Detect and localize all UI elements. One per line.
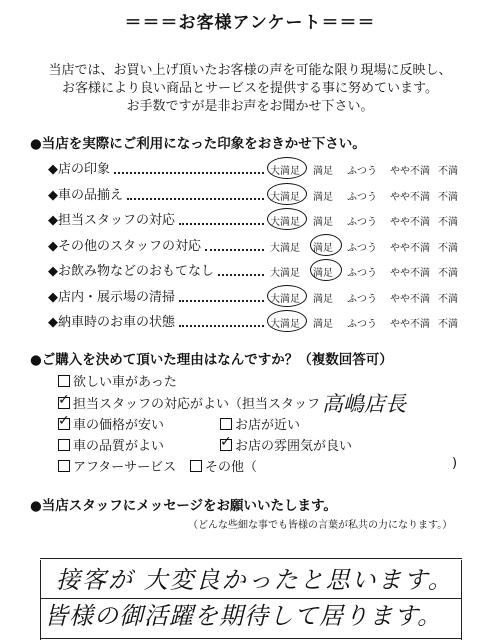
rating-row-label: ◆店内・展示場の清掃 [48, 289, 175, 305]
reason-atmosphere-label: お店の雰囲気が良い [235, 439, 353, 454]
intro-line-1: 当店では、お買い上げ頂いたお客様の声を可能な限り現場に反映し、 [48, 63, 452, 78]
reason-quality-label: 車の品質がよい [73, 439, 165, 454]
intro-line-3: お手数ですが是非お声をお聞かせ下さい。 [126, 99, 374, 114]
checkbox-near[interactable] [220, 418, 232, 430]
rating-option[interactable]: 満足 [313, 268, 333, 279]
q3-heading: ●当店スタッフにメッセージをお願いいたします。 [30, 498, 337, 514]
rating-option[interactable]: やや不満 [390, 191, 430, 203]
rating-option[interactable]: 大満足 [270, 293, 300, 305]
rating-option[interactable]: 不満 [438, 293, 458, 305]
rating-option[interactable]: 不満 [438, 319, 458, 330]
message-line-top [40, 558, 462, 559]
reason-want-car-label: 欲しい車があった [73, 375, 177, 390]
checkbox-quality[interactable] [58, 439, 70, 451]
rating-option[interactable]: 不満 [438, 242, 458, 254]
selected-rating-circle [267, 208, 307, 230]
selected-rating-circle [267, 183, 307, 205]
rating-row-label: ◆その他のスタッフの対応 [48, 238, 201, 254]
reason-after-service-label: アフターサービス [73, 460, 177, 475]
checkbox-staff[interactable] [58, 397, 70, 409]
checkbox-atmosphere[interactable] [220, 439, 232, 451]
rating-row-label: ◆担当スタッフの対応 [48, 213, 175, 228]
rating-option[interactable]: ふつう [347, 166, 377, 177]
rating-option[interactable]: やや不満 [390, 319, 430, 330]
survey-title: ＝＝＝お客様アンケート＝＝＝ [124, 13, 376, 33]
reason-near-label: お店が近い [235, 418, 301, 433]
selected-rating-circle [267, 310, 307, 332]
rating-option[interactable]: やや不満 [390, 217, 430, 228]
leader-dots [179, 300, 264, 302]
rating-option[interactable]: やや不満 [390, 268, 430, 279]
rating-row-label: ◆車の品揃え [48, 187, 123, 203]
rating-option[interactable]: 満足 [313, 166, 333, 177]
rating-option[interactable]: 大満足 [270, 319, 300, 330]
selected-rating-circle [267, 157, 307, 179]
reason-staff[interactable] [58, 393, 320, 412]
reason-price-label: 車の価格が安い [73, 418, 165, 433]
rating-row-label: ◆店の印象 [48, 162, 110, 177]
rating-option[interactable]: ふつう [347, 191, 377, 203]
rating-row-label: ◆納車時のお車の状態 [48, 315, 175, 330]
leader-dots [179, 223, 264, 225]
reason-atmosphere[interactable] [220, 435, 352, 454]
reason-quality[interactable] [58, 435, 164, 454]
q3-note: （どんな些細な事でも皆様の言葉が私共の力になります。） [188, 520, 453, 531]
rating-option[interactable]: やや不満 [390, 166, 430, 177]
rating-option[interactable]: ふつう [347, 242, 377, 254]
rating-option[interactable]: 満足 [313, 293, 333, 305]
rating-option[interactable]: 満足 [313, 319, 333, 330]
checkbox-want-car[interactable] [58, 375, 70, 387]
rating-option[interactable]: ふつう [347, 217, 377, 228]
message-line-1[interactable]: 接客が 大変良かったと思います。 [56, 566, 454, 594]
rating-option[interactable]: やや不満 [390, 242, 430, 254]
leader-dots [114, 172, 264, 174]
selected-rating-circle [267, 285, 307, 307]
reason-other-label: その他（ [205, 460, 258, 475]
checkbox-other[interactable] [190, 460, 202, 472]
reason-price[interactable] [58, 414, 164, 433]
rating-option[interactable]: 満足 [313, 191, 333, 203]
staff-name-handwriting: 高嶋店長 [322, 392, 406, 416]
checkbox-after-service[interactable] [58, 460, 70, 472]
rating-option[interactable]: 大満足 [270, 166, 300, 177]
rating-option[interactable]: 不満 [438, 217, 458, 228]
reason-want-car[interactable] [58, 371, 177, 390]
leader-dots [218, 274, 264, 276]
q2-heading: ●ご購入を決めて頂いた理由はなんですか？（複数回答可） [30, 352, 393, 368]
reason-near[interactable] [220, 414, 300, 433]
message-box-right [461, 560, 462, 640]
rating-option[interactable]: 満足 [313, 217, 333, 228]
leader-dots [179, 325, 264, 327]
rating-option[interactable]: 不満 [438, 166, 458, 177]
rating-option[interactable]: ふつう [347, 319, 377, 330]
message-line-bottom [40, 638, 462, 639]
rating-option[interactable]: やや不満 [390, 293, 430, 305]
rating-row-label: ◆お飲み物などのおもてなし [48, 264, 214, 279]
message-line-2[interactable]: 皆様の御活躍を期待して居ります。 [44, 602, 443, 630]
leader-dots [127, 198, 264, 200]
message-box-left [40, 560, 41, 640]
rating-option[interactable]: 満足 [313, 242, 333, 254]
selected-rating-circle [310, 259, 342, 281]
rating-option[interactable]: ふつう [347, 293, 377, 305]
reason-other[interactable] [190, 456, 257, 475]
q1-heading: ●当店を実際にご利用になった印象をおきかせ下さい。 [30, 136, 366, 152]
checkbox-price[interactable] [58, 418, 70, 430]
leader-dots [205, 249, 264, 251]
rating-option[interactable]: 大満足 [270, 217, 300, 228]
rating-option[interactable]: ふつう [347, 268, 377, 279]
rating-option[interactable]: 大満足 [270, 191, 300, 203]
intro-line-2: お客様により良い商品とサービスを提供する事に努めています。 [62, 81, 438, 96]
rating-option[interactable]: 不満 [438, 268, 458, 279]
reason-staff-label: 担当スタッフの対応がよい（担当スタッフ [73, 397, 321, 412]
rating-option[interactable]: 大満足 [270, 268, 300, 279]
other-close-paren: ) [452, 456, 458, 471]
selected-rating-circle [310, 234, 342, 256]
rating-option[interactable]: 大満足 [270, 242, 300, 254]
reason-after-service[interactable] [58, 456, 176, 475]
rating-option[interactable]: 不満 [438, 191, 458, 203]
